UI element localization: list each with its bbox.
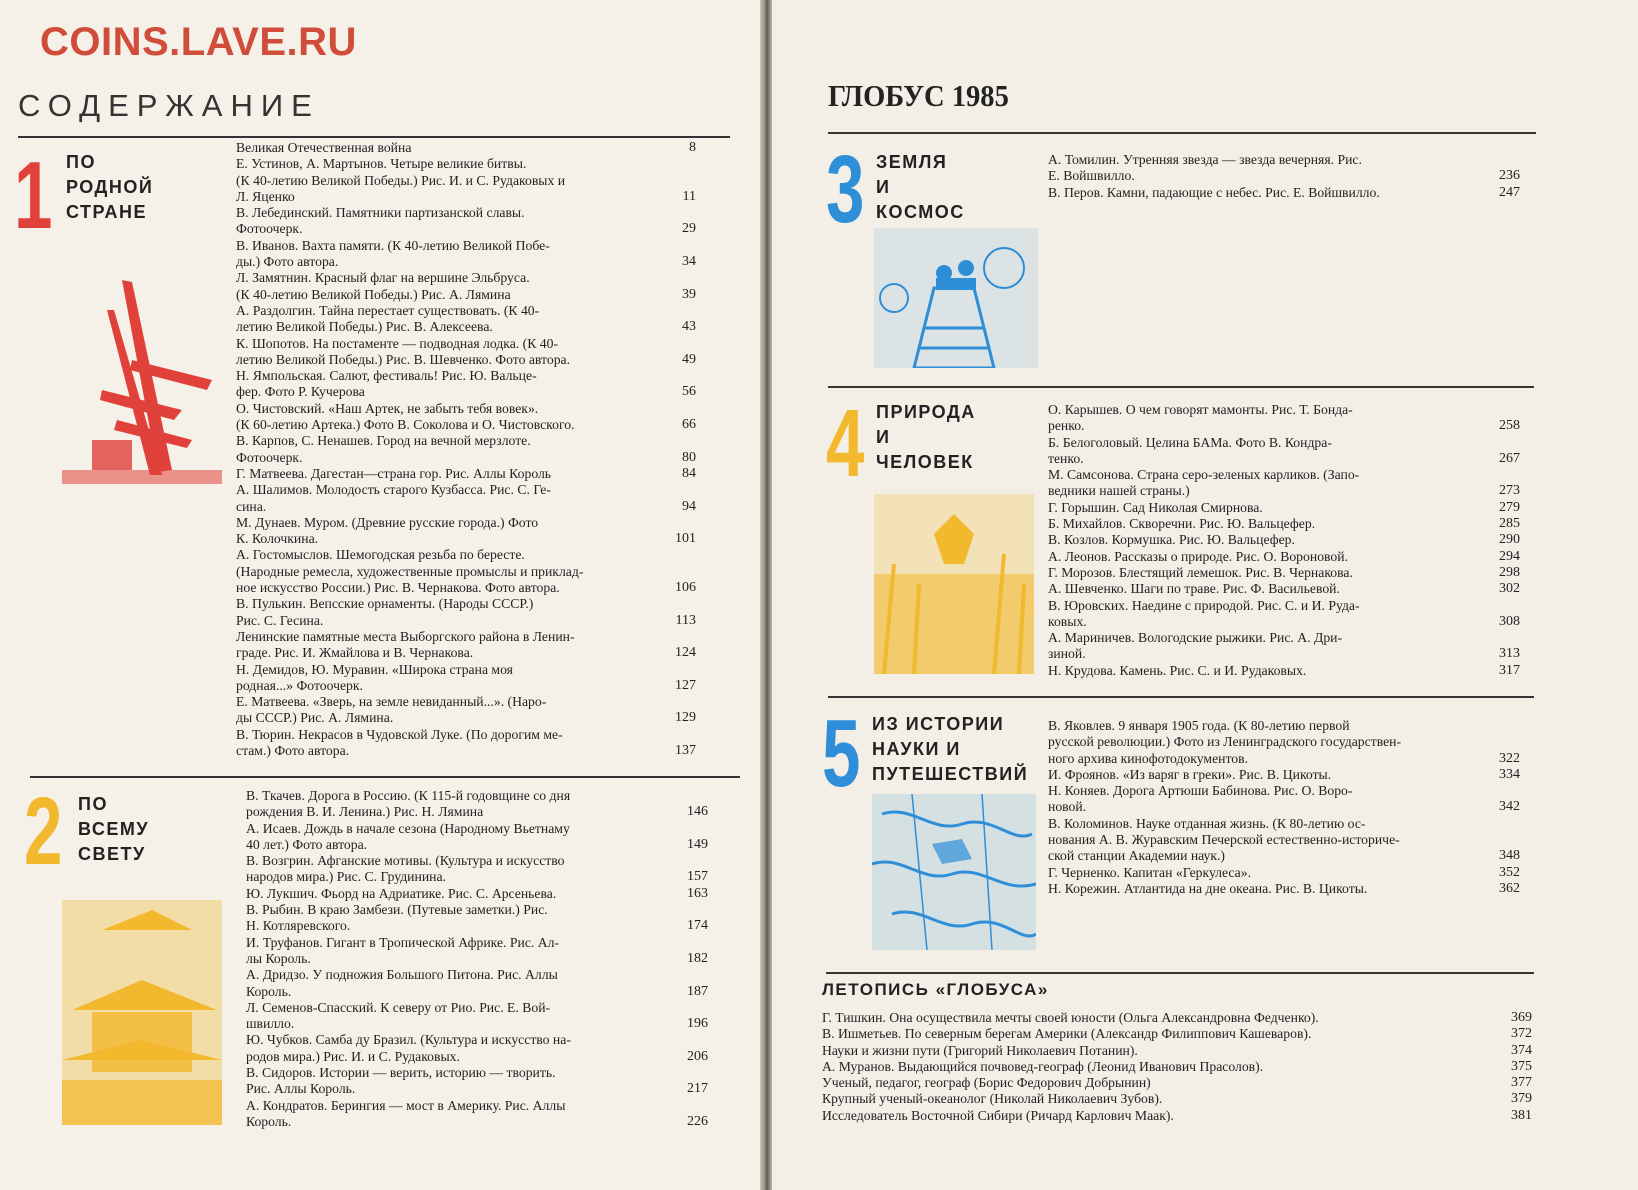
page-number: 113: [675, 612, 696, 628]
page-number: 267: [1499, 450, 1520, 466]
divider: [30, 776, 740, 778]
toc-entry[interactable]: Ученый, педагог, географ (Борис Федорович Добрынин) 377: [822, 1075, 1532, 1091]
section-title: ПРИРОДА И ЧЕЛОВЕК: [876, 402, 976, 472]
section-title: ИЗ ИСТОРИИ НАУКИ И ПУТЕШЕСТВИЙ: [872, 714, 1029, 784]
annals-heading: ЛЕТОПИСЬ «ГЛОБУСА»: [822, 980, 1049, 999]
nature-illustration: [874, 494, 1034, 674]
page-number: 258: [1499, 418, 1520, 434]
page-number: 377: [1511, 1075, 1532, 1091]
toc-entry[interactable]: Е. Матвеева. «Зверь, на земле невиданный...». (Наро- ды СССР.) Рис. А. Лямина. 129: [236, 694, 696, 726]
section-1-entries: [236, 140, 696, 759]
page-number: 101: [675, 531, 696, 547]
toc-entry[interactable]: Г. Матвеева. Дагестан—страна гор. Рис. Аллы Король 84: [236, 465, 696, 481]
toc-entry[interactable]: А. Гостомыслов. Шемогодская резьба по бересте. (Народные ремесла, художественные промыслы и приклад- ное искусство России.) Рис. В. Чернакова. Фото автора. 106: [236, 547, 696, 596]
toc-entry[interactable]: Н. Крудова. Камень. Рис. С. и И. Рудаковых. 317: [1048, 662, 1520, 678]
toc-entry[interactable]: Н. Корежин. Атлантида на дне океана. Рис. В. Цикоты. 362: [1048, 880, 1520, 896]
page-number: 298: [1499, 564, 1520, 580]
toc-entry[interactable]: В. Возгрин. Афганские мотивы. (Культура и искусство народов мира.) Рис. С. Грудинина. 157: [246, 853, 708, 885]
divider: [828, 386, 1534, 388]
monument-illustration: [62, 270, 222, 500]
section-number: 4: [826, 390, 865, 497]
page-number: 294: [1499, 548, 1520, 564]
toc-entry[interactable]: Г. Черненко. Капитан «Геркулеса». 352: [1048, 864, 1520, 880]
page-number: 374: [1511, 1042, 1532, 1058]
toc-entry[interactable]: И. Фроянов. «Из варяг в греки». Рис. В. Цикоты. 334: [1048, 766, 1520, 782]
toc-entry[interactable]: Исследователь Восточной Сибири (Ричард Карлович Маак). 381: [822, 1107, 1532, 1123]
section-number: 2: [24, 778, 63, 885]
toc-entry[interactable]: Л. Замятнин. Красный флаг на вершине Эльбруса. (К 40-летию Великой Победы.) Рис. А. Лямина 39: [236, 270, 696, 302]
toc-entry[interactable]: О. Карышев. О чем говорят мамонты. Рис. Т. Бонда- ренко. 258: [1048, 402, 1520, 434]
page-number: 302: [1499, 581, 1520, 597]
toc-entry[interactable]: Н. Демидов, Ю. Муравин. «Широка страна моя родная...» Фотоочерк. 127: [236, 661, 696, 693]
toc-entry[interactable]: В. Козлов. Кормушка. Рис. Ю. Вальцефер. 290: [1048, 532, 1520, 548]
page-number: 352: [1499, 864, 1520, 880]
toc-entry[interactable]: Науки и жизни пути (Григорий Николаевич Потанин). 374: [822, 1042, 1532, 1058]
page-number: 379: [1511, 1091, 1532, 1107]
page-number: 285: [1499, 516, 1520, 532]
toc-entry[interactable]: Е. Устинов, А. Мартынов. Четыре великие битвы. (К 40-летию Великой Победы.) Рис. И. и С. Рудаковых и Л. Яценко 11: [236, 156, 696, 204]
journal-title: ГЛОБУС 1985: [828, 78, 1009, 113]
toc-entry[interactable]: В. Юровских. Наедине с природой. Рис. С. и И. Руда- ковых. 308: [1048, 597, 1520, 629]
toc-entry[interactable]: Великая Отечественная война 8: [236, 140, 696, 155]
contents-heading: СОДЕРЖАНИЕ: [18, 88, 320, 123]
page-number: 43: [682, 319, 696, 335]
annals-entries: [822, 1010, 1532, 1124]
section-4-entries: [1048, 402, 1520, 679]
page-number: 34: [682, 254, 696, 270]
toc-entry[interactable]: Ю. Лукшич. Фьорд на Адриатике. Рис. С. Арсеньева. 163: [246, 885, 708, 901]
page-number: 149: [687, 836, 708, 852]
toc-entry[interactable]: А. Дридзо. У подножия Большого Питона. Рис. Аллы Король. 187: [246, 967, 708, 999]
section-number: 3: [826, 136, 865, 243]
toc-entry[interactable]: В. Ткачев. Дорога в Россию. (К 115-й годовщине со дня рождения В. И. Ленина.) Рис. Н. Лямина 146: [246, 788, 708, 820]
page-number: 226: [687, 1113, 708, 1129]
toc-entry[interactable]: В. Карпов, С. Ненашев. Город на вечной мерзлоте. Фотоочерк. 80: [236, 433, 696, 465]
page-number: 196: [687, 1016, 708, 1032]
toc-entry[interactable]: А. Мариничев. Вологодские рыжики. Рис. А. Дри- зиной. 313: [1048, 630, 1520, 662]
page-number: 8: [689, 140, 696, 155]
page-number: 206: [687, 1048, 708, 1064]
page-number: 290: [1499, 532, 1520, 548]
toc-entry[interactable]: К. Шопотов. На постаменте — подводная лодка. (К 40- летию Великой Победы.) Рис. В. Шевченко. Фото автора. 49: [236, 335, 696, 367]
page-number: 56: [682, 384, 696, 400]
toc-entry[interactable]: И. Труфанов. Гигант в Тропической Африке. Рис. Ал- лы Король. 182: [246, 934, 708, 966]
page-number: 372: [1511, 1026, 1532, 1042]
toc-entry[interactable]: В. Сидоров. Истории — верить, историю — творить. Рис. Аллы Король. 217: [246, 1065, 708, 1097]
toc-entry[interactable]: А. Кондратов. Берингия — мост в Америку. Рис. Аллы Король. 226: [246, 1097, 708, 1129]
page-number: 80: [682, 449, 696, 465]
toc-entry[interactable]: М. Дунаев. Муром. (Древние русские города.) Фото К. Колочкина. 101: [236, 514, 696, 547]
page-number: 124: [675, 645, 696, 661]
toc-entry[interactable]: В. Коломинов. Науке отданная жизнь. (К 80-летию ос- нования А. В. Журавским Печерской естественно-историче- ской станции Академии наук.) 348: [1048, 815, 1520, 864]
toc-entry[interactable]: В. Ишметьев. По северным берегам Америки (Александр Филиппович Кашеваров). 372: [822, 1026, 1532, 1042]
toc-entry[interactable]: Г. Морозов. Блестящий лемешок. Рис. В. Чернакова. 298: [1048, 564, 1520, 580]
divider: [18, 136, 730, 138]
divider: [828, 132, 1536, 134]
toc-entry[interactable]: Б. Михайлов. Скворечни. Рис. Ю. Вальцефер. 285: [1048, 516, 1520, 532]
tower-illustration: [874, 228, 1038, 368]
toc-entry[interactable]: А. Исаев. Дождь в начале сезона (Народному Вьетнаму 40 лет.) Фото автора. 149: [246, 820, 708, 852]
page-number: 94: [682, 498, 696, 514]
divider: [826, 972, 1534, 974]
section-number: 5: [822, 700, 861, 807]
section-number: 1: [14, 142, 53, 249]
toc-entry[interactable]: Б. Белоголовый. Целина БАМа. Фото В. Кондра- тенко. 267: [1048, 434, 1520, 466]
section-title: ЗЕМЛЯ И КОСМОС: [876, 152, 965, 222]
toc-entry[interactable]: Г. Тишкин. Она осуществила мечты своей юности (Ольга Александровна Федченко). 369: [822, 1010, 1532, 1025]
book-spine: [760, 0, 772, 1190]
page-number: 39: [682, 286, 696, 302]
page-number: 84: [682, 465, 696, 481]
section-title: ПО ВСЕМУ СВЕТУ: [78, 794, 150, 864]
section-5-entries: [1048, 718, 1520, 897]
toc-entry[interactable]: О. Чистовский. «Наш Артек, не забыть тебя вовек». (К 60-летию Артека.) Фото В. Соколова и О. Чистовского. 66: [236, 400, 696, 433]
toc-entry[interactable]: А. Томилин. Утренняя звезда — звезда вечерняя. Рис. Е. Войшвилло. 236: [1048, 152, 1520, 184]
toc-entry[interactable]: В. Яковлев. 9 января 1905 года. (К 80-летию первой русской революции.) Фото из Ленинградского государствен- ного архива кинофотодокументов. 322: [1048, 718, 1520, 766]
page-number: 182: [687, 950, 708, 966]
page-number: 106: [675, 580, 696, 596]
divider: [828, 696, 1534, 698]
map-illustration: [872, 794, 1036, 950]
page-number: 66: [682, 417, 696, 433]
page-number: 163: [687, 885, 708, 901]
toc-entry[interactable]: В. Рыбин. В краю Замбези. (Путевые заметки.) Рис. Н. Котляревского. 174: [246, 902, 708, 934]
page-number: 334: [1499, 766, 1520, 782]
page-number: 247: [1499, 184, 1520, 200]
toc-entry[interactable]: Ленинские памятные места Выборгского района в Ленин- граде. Рис. И. Жмайлова и В. Чернакова. 124: [236, 628, 696, 661]
toc-entry[interactable]: В. Лебединский. Памятники партизанской славы. Фотоочерк. 29: [236, 205, 696, 237]
page-number: 49: [682, 351, 696, 367]
page-number: 375: [1511, 1058, 1532, 1074]
toc-entry[interactable]: В. Пулькин. Вепсские орнаменты. (Народы СССР.) Рис. С. Гесина. 113: [236, 596, 696, 628]
page-number: 342: [1499, 799, 1520, 815]
page-number: 362: [1499, 880, 1520, 896]
section-3-entries: [1048, 152, 1520, 201]
left-page: [0, 0, 760, 1190]
page-number: 217: [687, 1081, 708, 1097]
page-number: 381: [1511, 1107, 1532, 1123]
page-number: 127: [675, 677, 696, 693]
page-number: 317: [1499, 662, 1520, 678]
toc-entry[interactable]: Г. Горышин. Сад Николая Смирнова. 279: [1048, 499, 1520, 515]
page-number: 273: [1499, 483, 1520, 499]
toc-entry[interactable]: Л. Семенов-Спасский. К северу от Рио. Рис. Е. Вой- швилло. 196: [246, 999, 708, 1032]
page-number: 137: [675, 742, 696, 758]
toc-entry[interactable]: Крупный ученый-океанолог (Николай Николаевич Зубов). 379: [822, 1091, 1532, 1107]
toc-entry[interactable]: А. Леонов. Рассказы о природе. Рис. О. Вороновой. 294: [1048, 548, 1520, 564]
toc-entry[interactable]: В. Иванов. Вахта памяти. (К 40-летию Великой Побе- ды.) Фото автора. 34: [236, 237, 696, 270]
toc-entry[interactable]: Н. Ямпольская. Салют, фестиваль! Рис. Ю. Вальце- фер. Фото Р. Кучерова 56: [236, 368, 696, 400]
section-2-entries: [246, 788, 708, 1130]
toc-entry[interactable]: А. Муранов. Выдающийся почвовед-географ (Леонид Иванович Прасолов). 375: [822, 1058, 1532, 1074]
toc-entry[interactable]: А. Раздолгин. Тайна перестает существовать. (К 40- летию Великой Победы.) Рис. В. Алексеева. 43: [236, 302, 696, 335]
page-number: 157: [687, 869, 708, 885]
page-number: 174: [687, 918, 708, 934]
toc-entry[interactable]: Н. Коняев. Дорога Артюши Бабинова. Рис. О. Воро- новой. 342: [1048, 783, 1520, 815]
toc-entry[interactable]: А. Шалимов. Молодость старого Кузбасса. Рис. С. Ге- сина. 94: [236, 482, 696, 514]
toc-entry[interactable]: В. Перов. Камни, падающие с небес. Рис. Е. Войшвилло. 247: [1048, 184, 1520, 200]
toc-entry[interactable]: В. Тюрин. Некрасов в Чудовской Луке. (По дорогим ме- стам.) Фото автора. 137: [236, 726, 696, 758]
page-number: 313: [1499, 646, 1520, 662]
page-number: 279: [1499, 499, 1520, 515]
page-number: 322: [1499, 750, 1520, 766]
toc-entry[interactable]: А. Шевченко. Шаги по траве. Рис. Ф. Васильевой. 302: [1048, 581, 1520, 597]
page-number: 11: [682, 188, 696, 204]
page-number: 129: [675, 710, 696, 726]
page-number: 308: [1499, 613, 1520, 629]
page-number: 369: [1511, 1010, 1532, 1025]
toc-entry[interactable]: Ю. Чубков. Самба ду Бразил. (Культура и искусство на- родов мира.) Рис. И. и С. Рудаковых. 206: [246, 1032, 708, 1064]
section-title: ПО РОДНОЙ СТРАНЕ: [66, 152, 154, 222]
pagoda-illustration: [62, 900, 222, 1125]
page-number: 348: [1499, 848, 1520, 864]
page-number: 29: [682, 221, 696, 237]
watermark-text: COINS.LAVE.RU: [40, 20, 357, 64]
page-number: 236: [1499, 168, 1520, 184]
toc-entry[interactable]: М. Самсонова. Страна серо-зеленых карликов. (Запо- ведники нашей страны.) 273: [1048, 467, 1520, 499]
page-number: 146: [687, 804, 708, 820]
page-number: 187: [687, 983, 708, 999]
